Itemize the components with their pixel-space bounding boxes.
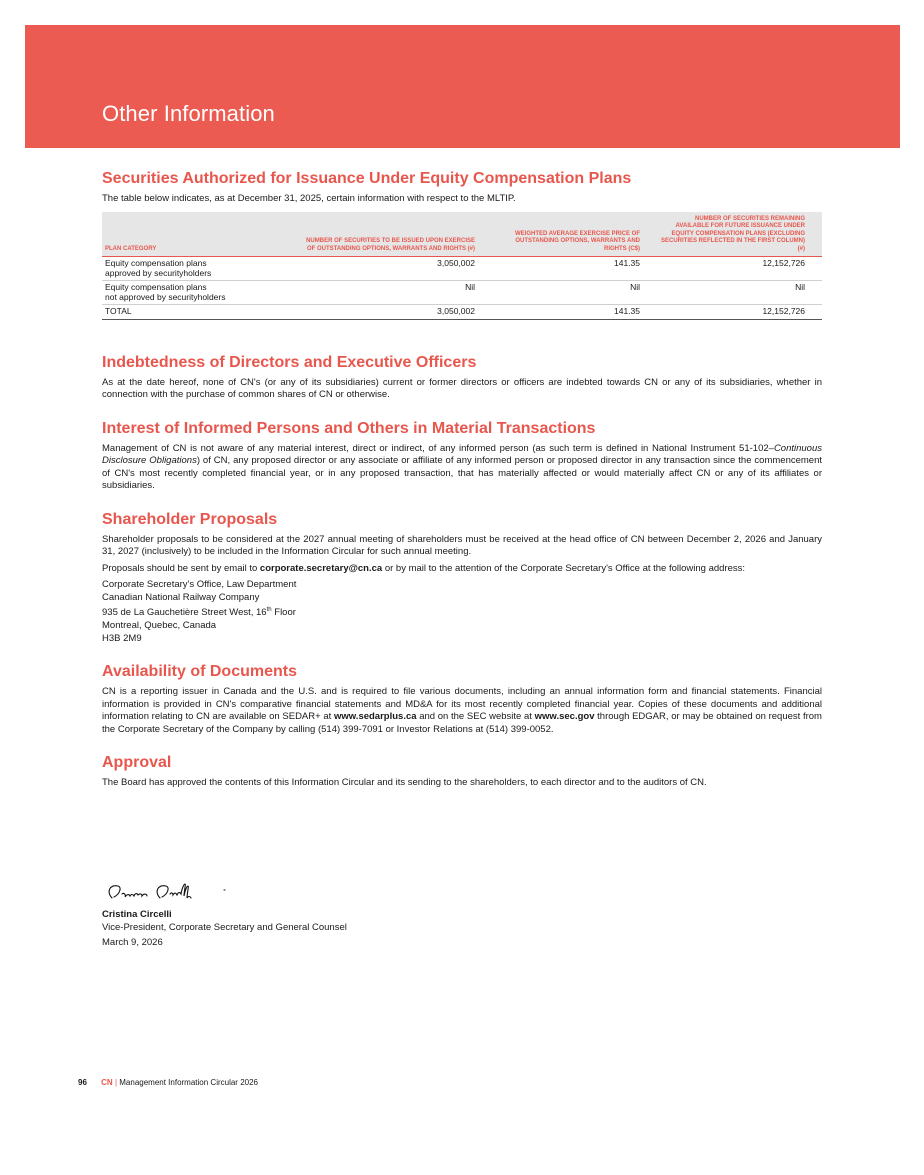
interest-text-part: ) of CN, any proposed director or any associate or affiliate of any informed person or proposed director in any transaction since the commencement of CN's most recently completed financial year, or in any proposed transaction, that has materially affected or would materially affect CN or any of its affiliates or subsidiaries. [102,455,823,492]
approval-section [102,754,822,790]
main-content [102,170,822,808]
plan-category-cell [102,281,302,305]
address-line: Corporate Secretary's Office, Law Department [102,579,297,591]
availability-text-part: CN is a reporting issuer in Canada and the U.S. and is required to file various documents, including an annual information form and financial statements. Financial information is provided in CN's comparative financial statements and MD&A for its most recently completed financial year. Copies of these documents and additional information relating to CN are available on SEDAR+ at [102,686,822,723]
indebtedness-section [102,354,822,402]
proposals-section [102,511,822,645]
table-header-row [102,212,822,257]
signature-block [102,880,347,949]
proposals-text: Shareholder proposals to be considered at the 2027 annual meeting of shareholders must be received at the head office of CN between December 2, 2026 and January 31, 2027 (inclusively) to be included in the Information Circular for such annual meeting. [102,533,822,558]
table-row [102,257,822,281]
address-line: Montreal, Quebec, Canada [102,620,217,632]
table-total-row [102,305,822,320]
total-remaining-cell: 12,152,726 [762,306,805,317]
footer-separator: | [114,1078,118,1087]
availability-text-part: and on the SEC website at [416,711,535,723]
address-line [102,604,822,620]
indebtedness-text: As at the date hereof, none of CN's (or any of its subsidiaries) current or former directors or officers are indebted towards CN or any of its subsidiaries, whether in connection with the purchase of common shares of CN or otherwise. [102,376,822,401]
interest-text-part: Management of CN is not aware of any material interest, direct or indirect, of any informed person (as such term is defined in National Instrument 51-102– [102,442,774,454]
category-line: Equity compensation plans [105,258,207,269]
total-issued-cell: 3,050,002 [437,306,475,317]
approval-text: The Board has approved the contents of this Information Circular and its sending to the shareholders, to each director and to the auditors of CN. [102,777,707,789]
availability-section [102,663,822,736]
signatory-title: Vice-President, Corporate Secretary and General Counsel [102,922,347,933]
price-cell: Nil [630,282,640,293]
price-cell: 141.35 [614,258,640,269]
interest-heading: Interest of Informed Persons and Others in Material Transactions [102,419,596,437]
total-price-cell: 141.35 [614,306,640,317]
signature-date: March 9, 2026 [102,937,163,948]
mailing-address [102,579,822,645]
interest-text [102,443,822,493]
address-line: Canadian National Railway Company [102,591,260,603]
header-banner [25,25,900,148]
securities-section [102,170,822,320]
proposals-text-part: or by mail to the attention of the Corporate Secretary's Office at the following address: [382,562,746,574]
securities-intro: The table below indicates, as at December 31, 2025, certain information with respect to the MLTIP. [102,193,516,204]
proposals-contact-text [102,563,822,576]
column-header: PLAN CATEGORY [102,212,302,257]
footer-brand: CN [101,1078,113,1087]
plan-category-cell [102,257,302,281]
indebtedness-heading: Indebtedness of Directors and Executive Officers [102,353,477,371]
category-line: not approved by securityholders [105,291,226,302]
availability-heading: Availability of Documents [102,663,297,681]
issued-cell: Nil [465,282,475,293]
total-label: TOTAL [105,306,132,317]
column-header: NUMBER OF SECURITIES REMAINING AVAILABLE FOR FUTURE ISSUANCE UNDER EQUITY COMPENSATION PLANS (EXCLUDING SECURITIES REFLECTED IN THE FIRST COLUMN) (#) [657,212,822,257]
signatory-name: Cristina Circelli [102,909,172,920]
category-line: approved by securityholders [105,267,212,278]
handwritten-signature [102,880,232,908]
page-footer [78,1078,258,1087]
footer-doc-title: Management Information Circular 2026 [119,1078,258,1087]
secretary-email-link[interactable]: corporate.secretary@cn.ca [259,562,383,574]
address-line: H3B 2M9 [102,632,142,644]
page-title: Other Information [102,101,275,126]
category-line: Equity compensation plans [105,282,207,293]
issued-cell: 3,050,002 [437,258,475,269]
page-number: 96 [78,1078,87,1087]
remaining-cell: 12,152,726 [762,258,805,269]
proposals-heading: Shareholder Proposals [102,510,278,528]
column-header: WEIGHTED AVERAGE EXERCISE PRICE OF OUTSTANDING OPTIONS, WARRANTS AND RIGHTS (C$) [492,212,657,257]
approval-heading: Approval [102,754,172,772]
table-row [102,281,822,305]
instrument-title: Continuous Disclosure Obligations [102,442,822,467]
equity-plans-table [102,212,822,320]
address-part: Floor [271,607,296,619]
ordinal-suffix: th [266,607,272,614]
availability-text [102,686,822,736]
interest-section [102,420,822,493]
securities-heading: Securities Authorized for Issuance Under Equity Compensation Plans [102,170,632,187]
sedar-link[interactable]: www.sedarplus.ca [333,711,417,723]
remaining-cell: Nil [795,282,805,293]
address-part: 935 de La Gauchetière Street West, 16 [102,607,267,619]
column-header: NUMBER OF SECURITIES TO BE ISSUED UPON EXERCISE OF OUTSTANDING OPTIONS, WARRANTS AND RIGHTS (#) [302,212,492,257]
availability-text-part: through EDGAR, or may be obtained on request from the Corporate Secretary of the Company by calling (514) 399-7091 or Investor Relations at (514) 399-0052. [102,711,822,735]
sec-link[interactable]: www.sec.gov [534,711,595,723]
proposals-text-part: Proposals should be sent by email to [102,562,260,574]
